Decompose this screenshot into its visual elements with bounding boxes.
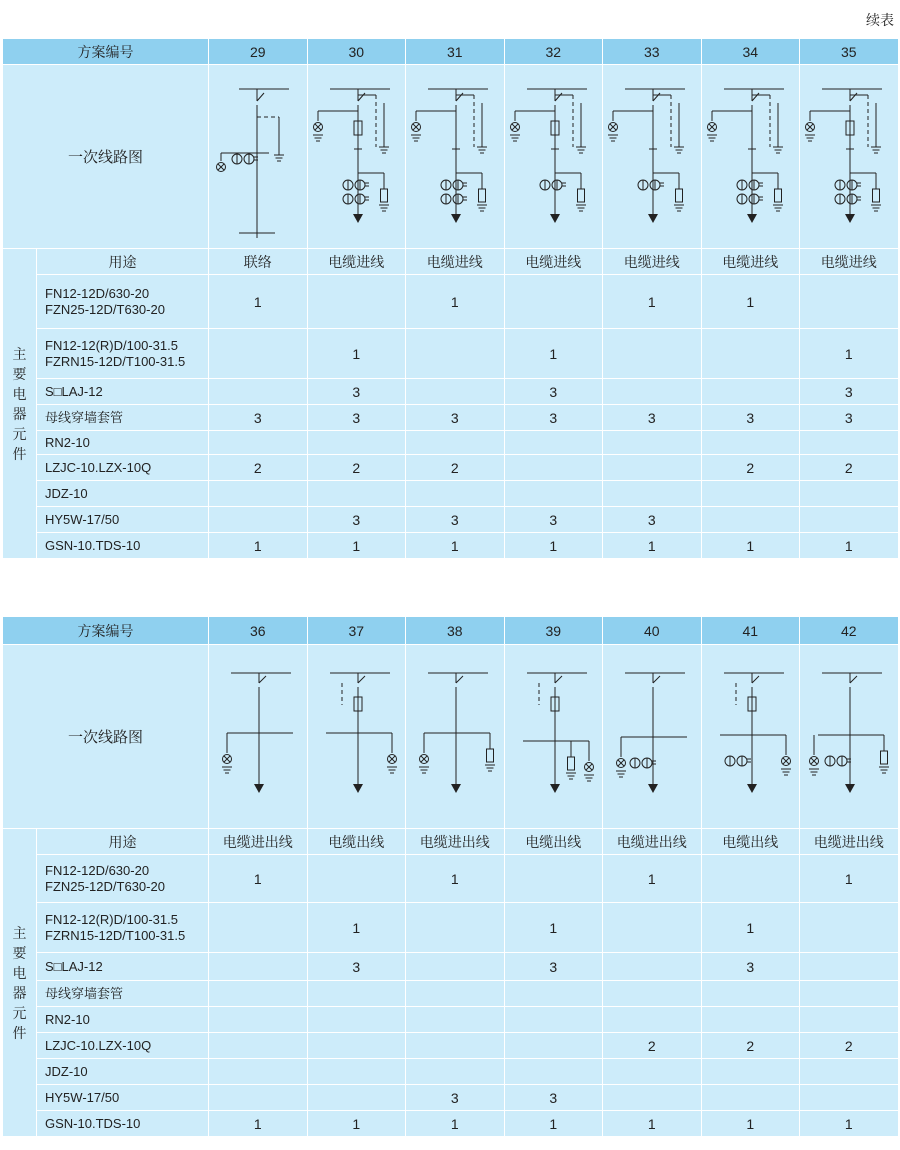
component-quantity: 1 [504, 329, 603, 379]
usage-value: 电缆出线 [701, 829, 800, 855]
scheme-number-label: 方案编号 [3, 39, 209, 65]
component-quantity [307, 481, 406, 507]
component-quantity [209, 481, 308, 507]
component-quantity [209, 329, 308, 379]
table-row [3, 1111, 899, 1137]
component-quantity: 3 [800, 405, 899, 431]
component-quantity [701, 507, 800, 533]
scheme-number: 30 [307, 39, 406, 65]
usage-value: 电缆进线 [603, 249, 702, 275]
component-quantity: 1 [701, 1111, 800, 1137]
component-quantity [209, 507, 308, 533]
scheme-number: 31 [406, 39, 505, 65]
circuit-diagram-icon [505, 67, 603, 247]
single-line-diagram [701, 645, 800, 829]
component-quantity: 3 [307, 953, 406, 981]
table-row [3, 1059, 899, 1085]
single-line-diagram [209, 65, 308, 249]
scheme-table-1 [2, 38, 899, 559]
single-line-diagram [406, 65, 505, 249]
usage-value: 电缆进出线 [800, 829, 899, 855]
component-model: FN12-12(R)D/100-31.5 FZRN15-12D/T100-31.5 [37, 329, 209, 379]
usage-value: 电缆出线 [504, 829, 603, 855]
component-quantity [800, 431, 899, 455]
single-line-diagram [603, 65, 702, 249]
component-model: RN2-10 [37, 431, 209, 455]
scheme-number: 40 [603, 617, 702, 645]
component-quantity [209, 1059, 308, 1085]
component-quantity [603, 379, 702, 405]
component-quantity [307, 855, 406, 903]
component-model: RN2-10 [37, 1007, 209, 1033]
component-quantity: 1 [209, 1111, 308, 1137]
component-quantity [800, 981, 899, 1007]
component-quantity: 1 [307, 903, 406, 953]
component-quantity [603, 481, 702, 507]
component-quantity [701, 1059, 800, 1085]
component-quantity [603, 1059, 702, 1085]
table-row [3, 275, 899, 329]
component-model: JDZ-10 [37, 481, 209, 507]
circuit-diagram-icon [702, 67, 800, 247]
component-quantity: 1 [800, 1111, 899, 1137]
component-quantity [701, 431, 800, 455]
single-line-diagram [800, 65, 899, 249]
component-quantity [406, 981, 505, 1007]
component-quantity: 2 [800, 455, 899, 481]
component-quantity [800, 1059, 899, 1085]
scheme-number: 35 [800, 39, 899, 65]
usage-value: 电缆进线 [800, 249, 899, 275]
component-quantity: 1 [800, 855, 899, 903]
component-quantity: 1 [504, 903, 603, 953]
component-quantity [406, 1033, 505, 1059]
table-row [3, 981, 899, 1007]
single-line-diagram [603, 645, 702, 829]
component-quantity [209, 1033, 308, 1059]
component-quantity [504, 1007, 603, 1033]
component-quantity [603, 1007, 702, 1033]
component-quantity [800, 953, 899, 981]
component-quantity [209, 981, 308, 1007]
component-quantity: 2 [209, 455, 308, 481]
component-quantity [504, 981, 603, 1007]
usage-value: 电缆进出线 [603, 829, 702, 855]
component-model: 母线穿墙套管 [37, 405, 209, 431]
table-row [3, 329, 899, 379]
main-components-group-label: 主 要 电 器 元 件 [3, 829, 37, 1137]
scheme-table-2 [2, 616, 899, 1137]
scheme-number: 34 [701, 39, 800, 65]
component-quantity [603, 903, 702, 953]
component-quantity: 3 [504, 953, 603, 981]
component-model: HY5W-17/50 [37, 1085, 209, 1111]
component-quantity [307, 1007, 406, 1033]
component-quantity [406, 329, 505, 379]
component-quantity: 1 [701, 903, 800, 953]
component-quantity [603, 981, 702, 1007]
component-quantity [800, 903, 899, 953]
circuit-diagram-icon [209, 647, 307, 827]
table-row [3, 455, 899, 481]
component-quantity: 3 [603, 405, 702, 431]
component-quantity: 1 [209, 855, 308, 903]
component-quantity [701, 855, 800, 903]
component-quantity [406, 903, 505, 953]
component-quantity: 3 [504, 379, 603, 405]
component-quantity: 3 [406, 405, 505, 431]
component-quantity: 1 [504, 533, 603, 559]
component-quantity: 1 [603, 1111, 702, 1137]
component-quantity [504, 855, 603, 903]
component-quantity [800, 481, 899, 507]
component-model: 母线穿墙套管 [37, 981, 209, 1007]
component-quantity: 2 [406, 455, 505, 481]
component-quantity [406, 431, 505, 455]
single-line-diagram-label: 一次线路图 [3, 645, 209, 829]
circuit-diagram-icon [603, 67, 701, 247]
component-quantity [209, 431, 308, 455]
component-quantity [504, 1033, 603, 1059]
component-quantity [800, 1085, 899, 1111]
scheme-number: 39 [504, 617, 603, 645]
component-quantity: 3 [504, 1085, 603, 1111]
component-quantity: 2 [701, 455, 800, 481]
circuit-diagram-icon [603, 647, 701, 827]
component-quantity: 1 [209, 533, 308, 559]
table-row [3, 405, 899, 431]
component-quantity [800, 507, 899, 533]
table-row [3, 1085, 899, 1111]
component-quantity [504, 455, 603, 481]
scheme-number: 32 [504, 39, 603, 65]
usage-label: 用途 [37, 249, 209, 275]
component-quantity [603, 431, 702, 455]
usage-value: 电缆进出线 [209, 829, 308, 855]
component-quantity: 3 [701, 953, 800, 981]
circuit-diagram-icon [308, 67, 406, 247]
component-quantity [406, 379, 505, 405]
component-quantity [603, 1085, 702, 1111]
component-quantity [307, 431, 406, 455]
component-quantity [307, 275, 406, 329]
component-model: S□LAJ-12 [37, 379, 209, 405]
usage-value: 电缆进线 [701, 249, 800, 275]
table-row [3, 855, 899, 903]
single-line-diagram [406, 645, 505, 829]
component-quantity: 3 [603, 507, 702, 533]
single-line-diagram [800, 645, 899, 829]
component-model: HY5W-17/50 [37, 507, 209, 533]
component-quantity [406, 1007, 505, 1033]
table-row [3, 1033, 899, 1059]
usage-label: 用途 [37, 829, 209, 855]
component-quantity: 1 [307, 329, 406, 379]
usage-value: 电缆进线 [504, 249, 603, 275]
circuit-diagram-icon [209, 67, 307, 247]
component-quantity [701, 981, 800, 1007]
component-quantity [307, 1085, 406, 1111]
component-quantity: 3 [406, 1085, 505, 1111]
component-quantity [701, 481, 800, 507]
component-quantity [307, 981, 406, 1007]
component-quantity: 1 [406, 533, 505, 559]
scheme-number: 36 [209, 617, 308, 645]
component-model: GSN-10.TDS-10 [37, 533, 209, 559]
component-quantity [800, 275, 899, 329]
component-quantity: 1 [701, 533, 800, 559]
table-row [3, 903, 899, 953]
component-quantity [209, 953, 308, 981]
component-quantity: 1 [701, 275, 800, 329]
component-quantity: 1 [800, 329, 899, 379]
circuit-diagram-icon [406, 67, 504, 247]
table-row [3, 1007, 899, 1033]
component-quantity [701, 329, 800, 379]
component-quantity: 3 [504, 507, 603, 533]
component-model: LZJC-10.LZX-10Q [37, 455, 209, 481]
component-quantity [406, 481, 505, 507]
circuit-diagram-icon [800, 647, 898, 827]
main-components-group-label: 主 要 电 器 元 件 [3, 249, 37, 559]
component-quantity [504, 481, 603, 507]
component-quantity: 1 [406, 275, 505, 329]
scheme-number: 29 [209, 39, 308, 65]
circuit-diagram-icon [505, 647, 603, 827]
scheme-number: 37 [307, 617, 406, 645]
usage-value: 电缆进线 [307, 249, 406, 275]
component-quantity [307, 1059, 406, 1085]
scheme-number-label: 方案编号 [3, 617, 209, 645]
usage-value: 电缆进线 [406, 249, 505, 275]
component-model: FN12-12D/630-20 FZN25-12D/T630-20 [37, 275, 209, 329]
single-line-diagram-label: 一次线路图 [3, 65, 209, 249]
circuit-diagram-icon [406, 647, 504, 827]
component-quantity [406, 953, 505, 981]
component-quantity: 1 [307, 1111, 406, 1137]
scheme-number: 41 [701, 617, 800, 645]
component-quantity: 3 [701, 405, 800, 431]
component-model: S□LAJ-12 [37, 953, 209, 981]
table-row [3, 953, 899, 981]
component-quantity [209, 1007, 308, 1033]
component-quantity: 1 [406, 1111, 505, 1137]
component-quantity [504, 275, 603, 329]
component-quantity: 1 [603, 855, 702, 903]
component-quantity [603, 455, 702, 481]
single-line-diagram [209, 645, 308, 829]
table-row [3, 507, 899, 533]
component-quantity [701, 1007, 800, 1033]
circuit-diagram-icon [308, 647, 406, 827]
single-line-diagram [701, 65, 800, 249]
component-quantity: 2 [307, 455, 406, 481]
component-quantity: 2 [701, 1033, 800, 1059]
component-quantity: 2 [603, 1033, 702, 1059]
circuit-diagram-icon [702, 647, 800, 827]
component-quantity: 1 [800, 533, 899, 559]
component-quantity [603, 953, 702, 981]
component-quantity [209, 379, 308, 405]
scheme-number: 42 [800, 617, 899, 645]
component-model: GSN-10.TDS-10 [37, 1111, 209, 1137]
single-line-diagram [307, 65, 406, 249]
component-quantity [504, 1059, 603, 1085]
component-quantity: 2 [800, 1033, 899, 1059]
component-quantity: 3 [504, 405, 603, 431]
component-quantity: 3 [307, 507, 406, 533]
component-quantity: 3 [209, 405, 308, 431]
component-quantity [209, 903, 308, 953]
usage-value: 电缆出线 [307, 829, 406, 855]
component-quantity [504, 431, 603, 455]
circuit-diagram-icon [800, 67, 898, 247]
component-quantity: 3 [307, 379, 406, 405]
component-model: LZJC-10.LZX-10Q [37, 1033, 209, 1059]
component-quantity: 1 [209, 275, 308, 329]
component-quantity [701, 379, 800, 405]
component-quantity: 1 [307, 533, 406, 559]
component-quantity [406, 1059, 505, 1085]
component-quantity: 3 [800, 379, 899, 405]
single-line-diagram [504, 645, 603, 829]
table-row [3, 481, 899, 507]
component-quantity: 3 [406, 507, 505, 533]
component-quantity: 1 [406, 855, 505, 903]
component-model: FN12-12(R)D/100-31.5 FZRN15-12D/T100-31.5 [37, 903, 209, 953]
usage-value: 联络 [209, 249, 308, 275]
single-line-diagram [504, 65, 603, 249]
single-line-diagram [307, 645, 406, 829]
component-quantity: 3 [307, 405, 406, 431]
component-quantity [209, 1085, 308, 1111]
usage-value: 电缆进出线 [406, 829, 505, 855]
component-quantity: 1 [603, 275, 702, 329]
component-model: JDZ-10 [37, 1059, 209, 1085]
component-quantity: 1 [603, 533, 702, 559]
table-row [3, 431, 899, 455]
scheme-number: 38 [406, 617, 505, 645]
table-row [3, 533, 899, 559]
component-quantity: 1 [504, 1111, 603, 1137]
scheme-number: 33 [603, 39, 702, 65]
component-quantity [701, 1085, 800, 1111]
component-model: FN12-12D/630-20 FZN25-12D/T630-20 [37, 855, 209, 903]
component-quantity [307, 1033, 406, 1059]
component-quantity [603, 329, 702, 379]
table-row [3, 379, 899, 405]
continued-note: 续表 [866, 12, 894, 28]
component-quantity [800, 1007, 899, 1033]
